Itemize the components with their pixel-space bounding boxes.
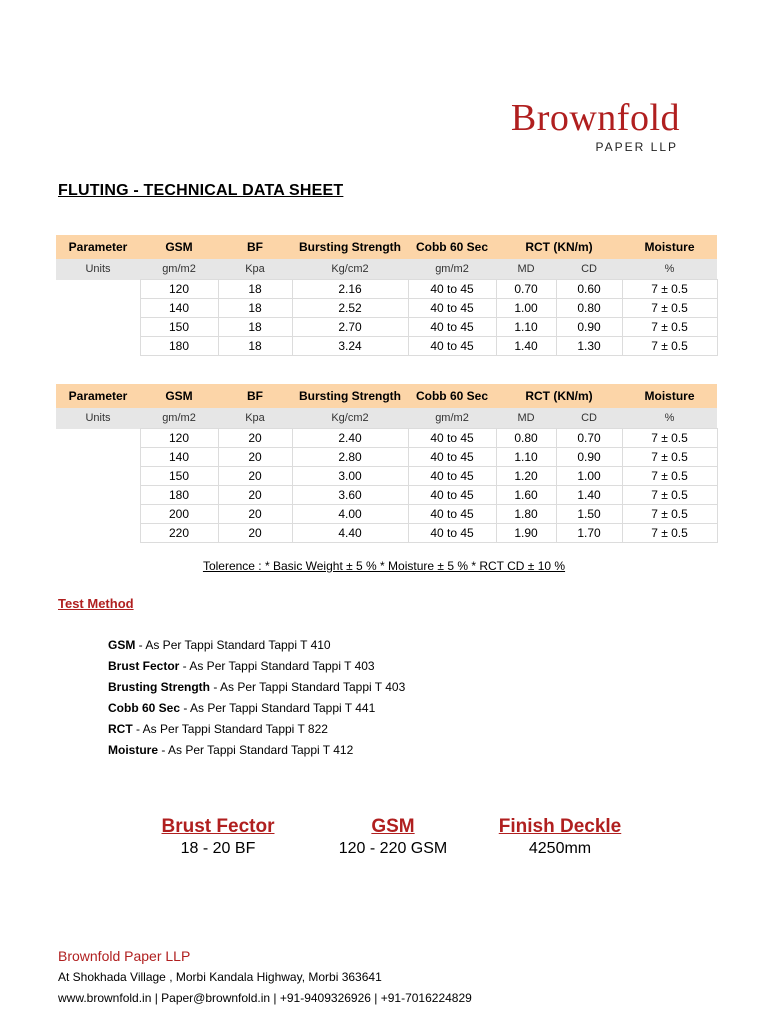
cell-cobb: 40 to 45 — [408, 429, 496, 448]
header-gsm: GSM — [140, 384, 218, 408]
cell-moisture: 7 ± 0.5 — [622, 486, 717, 505]
table-units-row — [56, 408, 717, 429]
row-label-cell — [56, 299, 140, 318]
footer-contact: www.brownfold.in | Paper@brownfold.in | +91-9409326926 | +91-7016224829 — [58, 991, 472, 1005]
tolerance-note — [0, 559, 768, 573]
units-bursting: Kg/cm2 — [292, 259, 408, 280]
header-parameter: Parameter — [56, 235, 140, 259]
footer-company: Brownfold Paper LLP — [58, 948, 191, 964]
cell-gsm: 200 — [140, 505, 218, 524]
test-method-item — [108, 658, 405, 679]
test-method-term: Brusting Strength — [108, 680, 210, 694]
cell-cobb: 40 to 45 — [408, 467, 496, 486]
cell-rct-md: 1.60 — [496, 486, 556, 505]
test-method-desc: - As Per Tappi Standard Tappi T 403 — [179, 659, 375, 673]
table-row — [56, 299, 717, 318]
units-gsm: gm/m2 — [140, 259, 218, 280]
cell-rct-md: 1.00 — [496, 299, 556, 318]
test-method-heading: Test Method — [58, 596, 134, 611]
test-method-list — [108, 637, 405, 763]
cell-cobb: 40 to 45 — [408, 505, 496, 524]
header-moisture: Moisture — [622, 235, 717, 259]
cell-bf: 20 — [218, 505, 292, 524]
test-method-item — [108, 700, 405, 721]
test-method-item — [108, 637, 405, 658]
row-label-cell — [56, 524, 140, 543]
cell-rct-md: 1.10 — [496, 448, 556, 467]
test-method-term: RCT — [108, 722, 133, 736]
table-row — [56, 280, 717, 299]
table-row — [56, 337, 717, 356]
cell-bf: 20 — [218, 524, 292, 543]
cell-moisture: 7 ± 0.5 — [622, 448, 717, 467]
summary-value: 18 - 20 BF — [180, 840, 256, 857]
cell-rct-md: 0.70 — [496, 280, 556, 299]
test-method-term: Moisture — [108, 743, 159, 757]
spec-summary — [0, 815, 768, 865]
summary-label: Brust Fector — [161, 816, 275, 837]
cell-rct-cd: 0.80 — [556, 299, 622, 318]
summary-burst-factor — [128, 815, 308, 859]
header-parameter: Parameter — [56, 384, 140, 408]
cell-bf: 20 — [218, 467, 292, 486]
logo-subtitle: PAPER LLP — [595, 140, 678, 154]
cell-bursting-strength: 4.00 — [292, 505, 408, 524]
cell-cobb: 40 to 45 — [408, 337, 496, 356]
cell-gsm: 220 — [140, 524, 218, 543]
row-label-cell — [56, 318, 140, 337]
cell-rct-cd: 0.90 — [556, 318, 622, 337]
cell-rct-cd: 0.70 — [556, 429, 622, 448]
cell-rct-cd: 1.50 — [556, 505, 622, 524]
units-bursting: Kg/cm2 — [292, 408, 408, 429]
row-label-cell — [56, 337, 140, 356]
test-method-desc: - As Per Tappi Standard Tappi T 403 — [210, 680, 406, 694]
row-label-cell — [56, 448, 140, 467]
summary-value: 120 - 220 GSM — [338, 840, 448, 857]
units-bf: Kpa — [218, 408, 292, 429]
units-moisture: % — [622, 259, 717, 280]
cell-rct-md: 1.80 — [496, 505, 556, 524]
cell-bf: 20 — [218, 448, 292, 467]
units-md: MD — [496, 408, 556, 429]
units-cd: CD — [556, 408, 622, 429]
header-cobb: Cobb 60 Sec — [408, 384, 496, 408]
row-label-cell — [56, 505, 140, 524]
cell-rct-md: 1.90 — [496, 524, 556, 543]
cell-rct-cd: 0.60 — [556, 280, 622, 299]
cell-moisture: 7 ± 0.5 — [622, 429, 717, 448]
table-row — [56, 505, 717, 524]
tolerance-text: Tolerence : * Basic Weight ± 5 % * Moisture ± 5 % * RCT CD ± 10 % — [202, 559, 566, 573]
test-method-term: Brust Fector — [108, 659, 180, 673]
table-row — [56, 467, 717, 486]
cell-bf: 18 — [218, 337, 292, 356]
units-cobb: gm/m2 — [408, 259, 496, 280]
table-row — [56, 486, 717, 505]
cell-bf: 20 — [218, 486, 292, 505]
cell-gsm: 120 — [140, 429, 218, 448]
cell-bf: 18 — [218, 299, 292, 318]
row-label-cell — [56, 429, 140, 448]
header-cobb: Cobb 60 Sec — [408, 235, 496, 259]
cell-moisture: 7 ± 0.5 — [622, 505, 717, 524]
cell-moisture: 7 ± 0.5 — [622, 280, 717, 299]
row-label-cell — [56, 486, 140, 505]
cell-gsm: 150 — [140, 318, 218, 337]
logo-name: Brownfold — [510, 97, 680, 139]
cell-bf: 20 — [218, 429, 292, 448]
spec-table-bf20 — [56, 384, 718, 543]
footer — [58, 948, 472, 1005]
table-row — [56, 318, 717, 337]
test-method-desc: - As Per Tappi Standard Tappi T 412 — [158, 743, 354, 757]
table-header-row — [56, 384, 717, 408]
header-bf: BF — [218, 235, 292, 259]
cell-bursting-strength: 2.80 — [292, 448, 408, 467]
cell-gsm: 140 — [140, 299, 218, 318]
table-units-row — [56, 259, 717, 280]
cell-bf: 18 — [218, 280, 292, 299]
cell-moisture: 7 ± 0.5 — [622, 524, 717, 543]
page-title: FLUTING - TECHNICAL DATA SHEET — [58, 182, 344, 199]
cell-gsm: 180 — [140, 337, 218, 356]
cell-gsm: 120 — [140, 280, 218, 299]
header-rct: RCT (KN/m) — [496, 235, 622, 259]
header-bursting-strength: Bursting Strength — [292, 384, 408, 408]
cell-moisture: 7 ± 0.5 — [622, 318, 717, 337]
table-row — [56, 524, 717, 543]
cell-rct-cd: 1.70 — [556, 524, 622, 543]
cell-moisture: 7 ± 0.5 — [622, 299, 717, 318]
cell-rct-md: 0.80 — [496, 429, 556, 448]
units-bf: Kpa — [218, 259, 292, 280]
cell-moisture: 7 ± 0.5 — [622, 337, 717, 356]
test-method-term: Cobb 60 Sec — [108, 701, 181, 715]
cell-bursting-strength: 2.70 — [292, 318, 408, 337]
summary-value: 4250mm — [528, 840, 592, 857]
cell-gsm: 150 — [140, 467, 218, 486]
cell-rct-cd: 1.00 — [556, 467, 622, 486]
units-cobb: gm/m2 — [408, 408, 496, 429]
table-header-row — [56, 235, 717, 259]
test-method-item — [108, 679, 405, 700]
units-label: Units — [56, 259, 140, 280]
table-row — [56, 429, 717, 448]
cell-cobb: 40 to 45 — [408, 299, 496, 318]
cell-bursting-strength: 3.00 — [292, 467, 408, 486]
header-bf: BF — [218, 384, 292, 408]
summary-gsm — [303, 815, 483, 859]
spec-table-bf18 — [56, 235, 718, 356]
header-rct: RCT (KN/m) — [496, 384, 622, 408]
cell-gsm: 140 — [140, 448, 218, 467]
cell-bursting-strength: 4.40 — [292, 524, 408, 543]
cell-bf: 18 — [218, 318, 292, 337]
row-label-cell — [56, 280, 140, 299]
table-row — [56, 448, 717, 467]
header-moisture: Moisture — [622, 384, 717, 408]
brand-logo — [511, 98, 680, 154]
cell-bursting-strength: 3.60 — [292, 486, 408, 505]
units-moisture: % — [622, 408, 717, 429]
row-label-cell — [56, 467, 140, 486]
footer-address: At Shokhada Village , Morbi Kandala Highway, Morbi 363641 — [58, 970, 382, 984]
units-cd: CD — [556, 259, 622, 280]
test-method-term: GSM — [108, 638, 136, 652]
cell-rct-md: 1.20 — [496, 467, 556, 486]
cell-cobb: 40 to 45 — [408, 318, 496, 337]
cell-rct-md: 1.40 — [496, 337, 556, 356]
cell-bursting-strength: 2.40 — [292, 429, 408, 448]
cell-bursting-strength: 2.16 — [292, 280, 408, 299]
cell-rct-cd: 1.30 — [556, 337, 622, 356]
cell-cobb: 40 to 45 — [408, 448, 496, 467]
cell-gsm: 180 — [140, 486, 218, 505]
test-method-item — [108, 721, 405, 742]
header-gsm: GSM — [140, 235, 218, 259]
test-method-item — [108, 742, 405, 763]
summary-label: GSM — [371, 816, 415, 837]
test-method-desc: - As Per Tappi Standard Tappi T 410 — [135, 638, 331, 652]
header-bursting-strength: Bursting Strength — [292, 235, 408, 259]
cell-moisture: 7 ± 0.5 — [622, 467, 717, 486]
test-method-desc: - As Per Tappi Standard Tappi T 822 — [132, 722, 328, 736]
cell-rct-cd: 1.40 — [556, 486, 622, 505]
units-label: Units — [56, 408, 140, 429]
test-method-desc: - As Per Tappi Standard Tappi T 441 — [180, 701, 376, 715]
cell-rct-md: 1.10 — [496, 318, 556, 337]
cell-rct-cd: 0.90 — [556, 448, 622, 467]
units-md: MD — [496, 259, 556, 280]
cell-cobb: 40 to 45 — [408, 280, 496, 299]
units-gsm: gm/m2 — [140, 408, 218, 429]
cell-bursting-strength: 3.24 — [292, 337, 408, 356]
cell-cobb: 40 to 45 — [408, 486, 496, 505]
summary-finish-deckle — [470, 815, 650, 859]
summary-label: Finish Deckle — [498, 816, 622, 837]
cell-cobb: 40 to 45 — [408, 524, 496, 543]
cell-bursting-strength: 2.52 — [292, 299, 408, 318]
